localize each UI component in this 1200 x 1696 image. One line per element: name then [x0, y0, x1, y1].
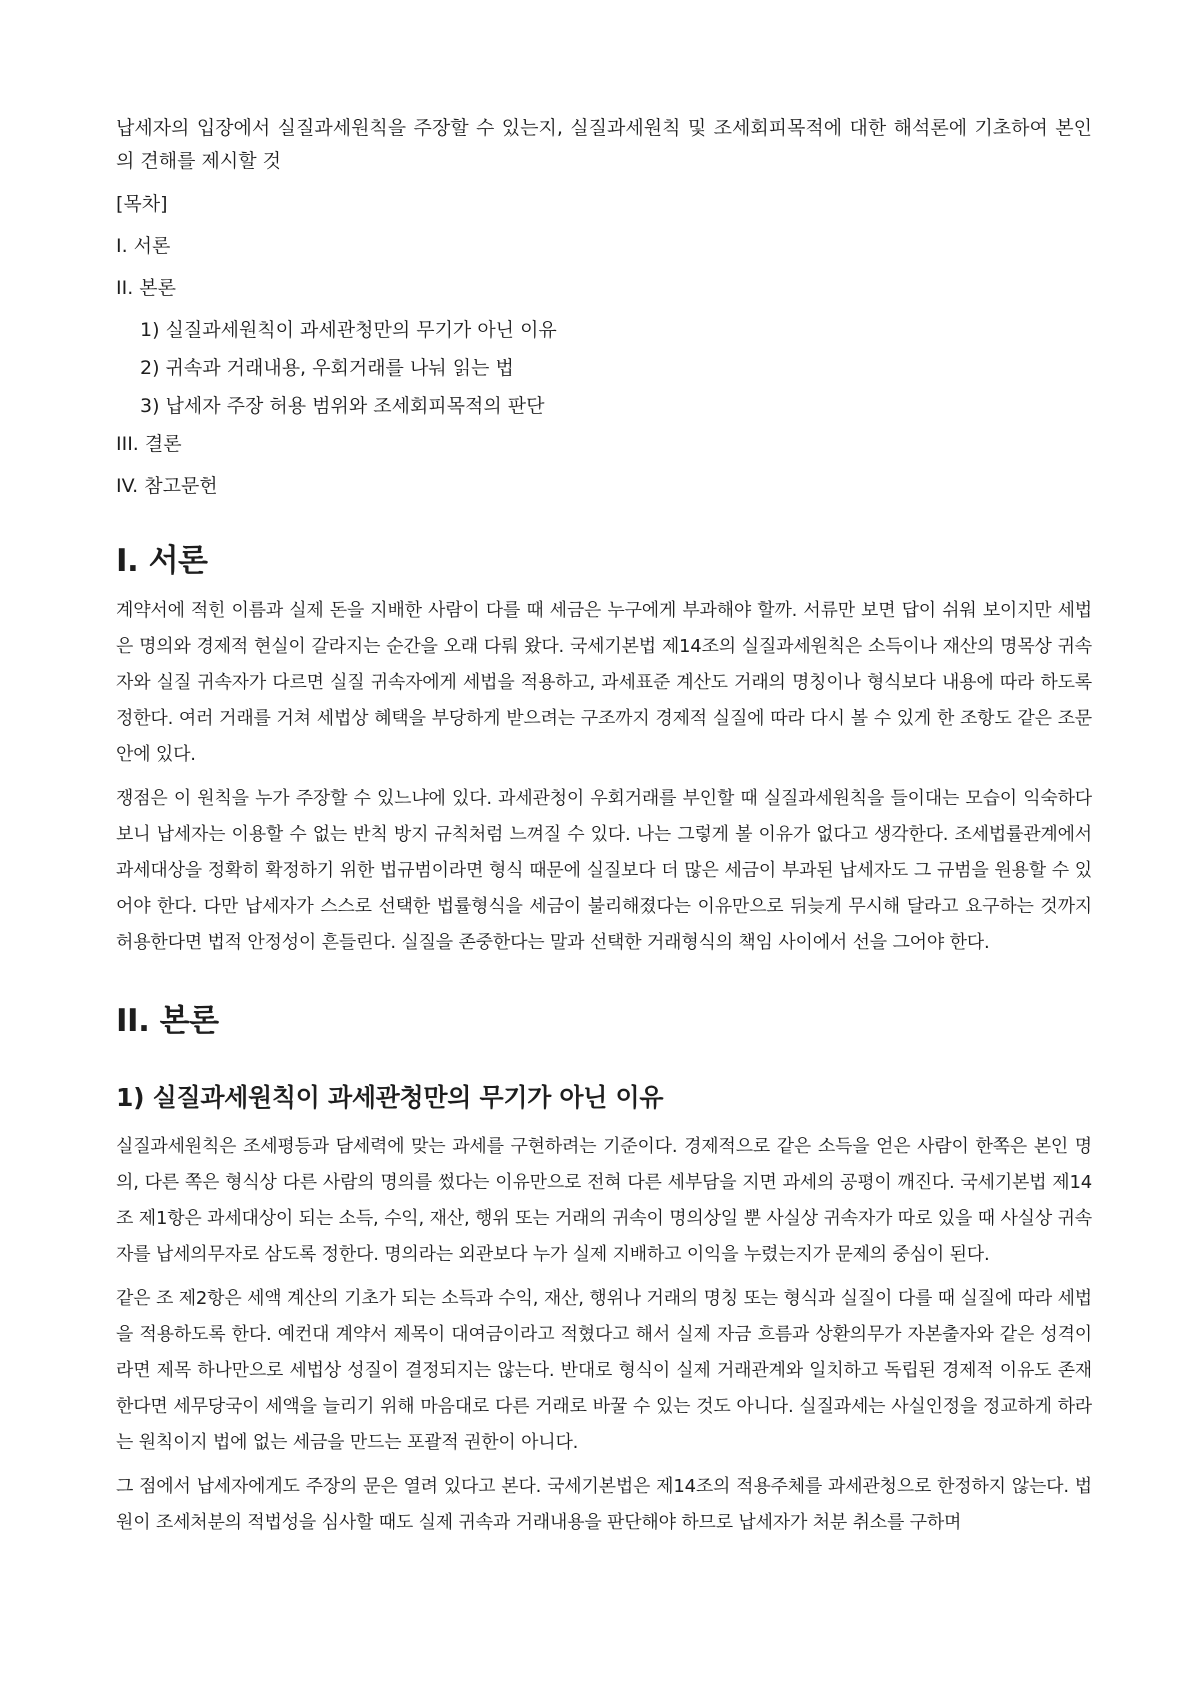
toc-item-body-1: 1) 실질과세원칙이 과세관청만의 무기가 아닌 이유: [140, 319, 557, 341]
assignment-prompt: 납세자의 입장에서 실질과세원칙을 주장할 수 있는지, 실질과세원칙 및 조세회피목적에 대한 해석론에 기초하여 본인의 견해를 제시할 것: [116, 117, 1092, 172]
body-paragraph: 같은 조 제2항은 세액 계산의 기초가 되는 소득과 수익, 재산, 행위나 거래의 명칭 또는 형식과 실질이 다를 때 실질에 따라 세법을 적용하도록 한다. 예컨대 계약서 제목이 대여금이라고 적혔다고 해서 실제 자금 흐름과 상환의무가 자본출자와 같은 성격이라면 제목 하나만으로 세법상 성질이 결정되지는 않는다. 반대로 형식이 실제 거래관계와 일치하고 독립된 경제적 이유도 존재한다면 세무당국이 세액을 늘리기 위해 마음대로 다른 거래로 바꿀 수 있는 것도 아니다. 실질과세는 사실인정을 정교하게 하라는 원칙이지 법에 없는 세금을 만드는 포괄적 권한이 아니다.: [116, 1288, 1092, 1453]
intro-paragraph: 쟁점은 이 원칙을 누가 주장할 수 있느냐에 있다. 과세관청이 우회거래를 부인할 때 실질과세원칙을 들이대는 모습이 익숙하다 보니 납세자는 이용할 수 없는 반칙 방지 규칙처럼 느껴질 수 있다. 나는 그렇게 볼 이유가 없다고 생각한다. 조세법률관계에서 과세대상을 정확히 확정하기 위한 법규범이라면 형식 때문에 실질보다 더 많은 세금이 부과된 납세자도 그 규범을 원용할 수 있어야 한다. 다만 납세자가 스스로 선택한 법률형식을 세금이 불리해졌다는 이유만으로 뒤늦게 무시해 달라고 요구하는 것까지 허용한다면 법적 안정성이 흔들린다. 실질을 존중한다는 말과 선택한 거래형식의 책임 사이에서 선을 그어야 한다.: [116, 788, 1092, 953]
section-heading-intro: I. 서론: [116, 543, 208, 579]
toc-item-body-2: 2) 귀속과 거래내용, 우회거래를 나눠 읽는 법: [140, 357, 514, 379]
toc-item-references: IV. 참고문헌: [116, 475, 218, 497]
toc-item-body: II. 본론: [116, 277, 176, 299]
toc-item-conclusion: III. 결론: [116, 433, 182, 455]
intro-paragraph: 계약서에 적힌 이름과 실제 돈을 지배한 사람이 다를 때 세금은 누구에게 부과해야 할까. 서류만 보면 답이 쉬워 보이지만 세법은 명의와 경제적 현실이 갈라지는 순간을 오래 다뤄 왔다. 국세기본법 제14조의 실질과세원칙은 소득이나 재산의 명목상 귀속자와 실질 귀속자가 다르면 실질 귀속자에게 세법을 적용하고, 과세표준 계산도 거래의 명칭이나 형식보다 내용에 따라 하도록 정한다. 여러 거래를 거쳐 세법상 혜택을 부당하게 받으려는 구조까지 경제적 실질에 따라 다시 볼 수 있게 한 조항도 같은 조문 안에 있다.: [116, 600, 1092, 765]
body-paragraph: 실질과세원칙은 조세평등과 담세력에 맞는 과세를 구현하려는 기준이다. 경제적으로 같은 소득을 얻은 사람이 한쪽은 본인 명의, 다른 쪽은 형식상 다른 사람의 명의를 썼다는 이유만으로 전혀 다른 세부담을 지면 과세의 공평이 깨진다. 국세기본법 제14조 제1항은 과세대상이 되는 소득, 수익, 재산, 행위 또는 거래의 귀속이 명의상일 뿐 사실상 귀속자가 따로 있을 때 사실상 귀속자를 납세의무자로 삼도록 정한다. 명의라는 외관보다 누가 실제 지배하고 이익을 누렸는지가 문제의 중심이 된다.: [116, 1136, 1092, 1265]
toc-item-intro: I. 서론: [116, 235, 171, 257]
body-paragraph: 그 점에서 납세자에게도 주장의 문은 열려 있다고 본다. 국세기본법은 제14조의 적용주체를 과세관청으로 한정하지 않는다. 법원이 조세처분의 적법성을 심사할 때도 실제 귀속과 거래내용을 판단해야 하므로 납세자가 처분 취소를 구하며: [116, 1476, 1092, 1533]
table-of-contents: [116, 190, 1092, 501]
toc-title: [목차]: [116, 193, 168, 215]
section-heading-body: II. 본론: [116, 1003, 219, 1039]
subsection-heading-1: 1) 실질과세원칙이 과세관청만의 무기가 아닌 이유: [116, 1083, 664, 1112]
toc-item-body-3: 3) 납세자 주장 허용 범위와 조세회피목적의 판단: [140, 395, 545, 417]
